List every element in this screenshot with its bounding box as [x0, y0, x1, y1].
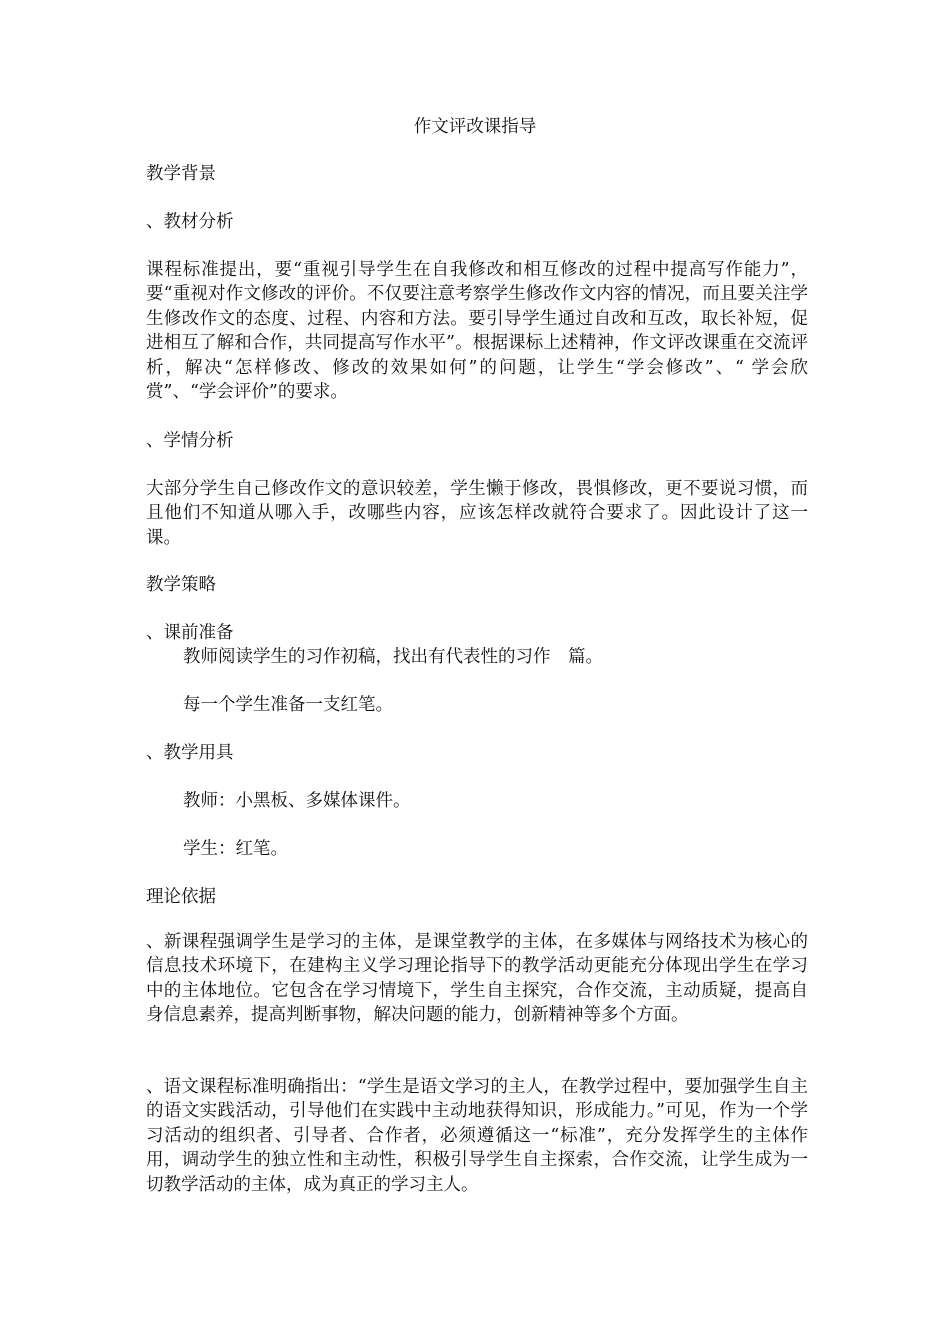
paragraph-theory-1: 、新课程强调学生是学习的主体，是课堂教学的主体，在多媒体与网络技术为核心的信息技术环境下，在建构主义学习理论指导下的教学活动更能充分体现出学生在学习中的主体地位。它包含在学习情境下，学生自主探究，合作交流，主动质疑，提高自身信息素养，提高判断事物，解决问题的能力，创新精神等多个方面。	[146, 932, 808, 1026]
tools-teacher-item: 教师：小黑板、多媒体课件。	[183, 791, 411, 811]
section-heading-theory: 理论依据	[146, 887, 216, 907]
section-heading-strategy: 教学策略	[146, 575, 216, 595]
tools-student-item: 学生：红笔。	[183, 839, 288, 859]
subheading-preparation: 、课前准备	[146, 623, 234, 643]
document-title: 作文评改课指导	[413, 117, 537, 137]
paragraph-student-situation: 大部分学生自己修改作文的意识较差，学生懒于修改，畏惧修改，更不要说习惯，而且他们不知道从哪入手，改哪些内容，应该怎样改就符合要求了。因此设计了这一课。	[146, 479, 808, 548]
preparation-student-item: 每一个学生准备一支红笔。	[183, 695, 393, 715]
subheading-material-analysis: 、教材分析	[146, 212, 234, 232]
subheading-student-analysis: 、学情分析	[146, 431, 234, 451]
preparation-teacher-item: 教师阅读学生的习作初稿，找出有代表性的习作 篇。	[183, 647, 603, 667]
subheading-teaching-tools: 、教学用具	[146, 743, 234, 763]
paragraph-theory-2: 、语文课程标准明确指出：“学生是语文学习的主人，在教学过程中，要加强学生自主的语文实践活动，引导他们在实践中主动地获得知识，形成能力。”可见，作为一个学习活动的组织者、引导者、合作者，必须遵循这一“标准”，充分发挥学生的主体作用，调动学生的独立性和主动性，积极引导学生自主探索，合作交流，让学生成为一切教学活动的主体，成为真正的学习主人。	[146, 1077, 808, 1195]
paragraph-curriculum-standard: 课程标准提出，要“重视引导学生在自我修改和相互修改的过程中提高写作能力”，要“重视对作文修改的评价。不仅要注意考察学生修改作文内容的情况，而且要关注学生修改作文的态度、过程、内容和方法。要引导学生通过自改和互改，取长补短，促进相互了解和合作，共同提高写作水平”。根据课标上述精神，作文评改课重在交流评析，解决“怎样修改、修改的效果如何”的问题，让学生“学会修改”、“ 学会欣赏”、“学会评价”的要求。	[146, 260, 808, 403]
section-heading-background: 教学背景	[146, 164, 216, 184]
